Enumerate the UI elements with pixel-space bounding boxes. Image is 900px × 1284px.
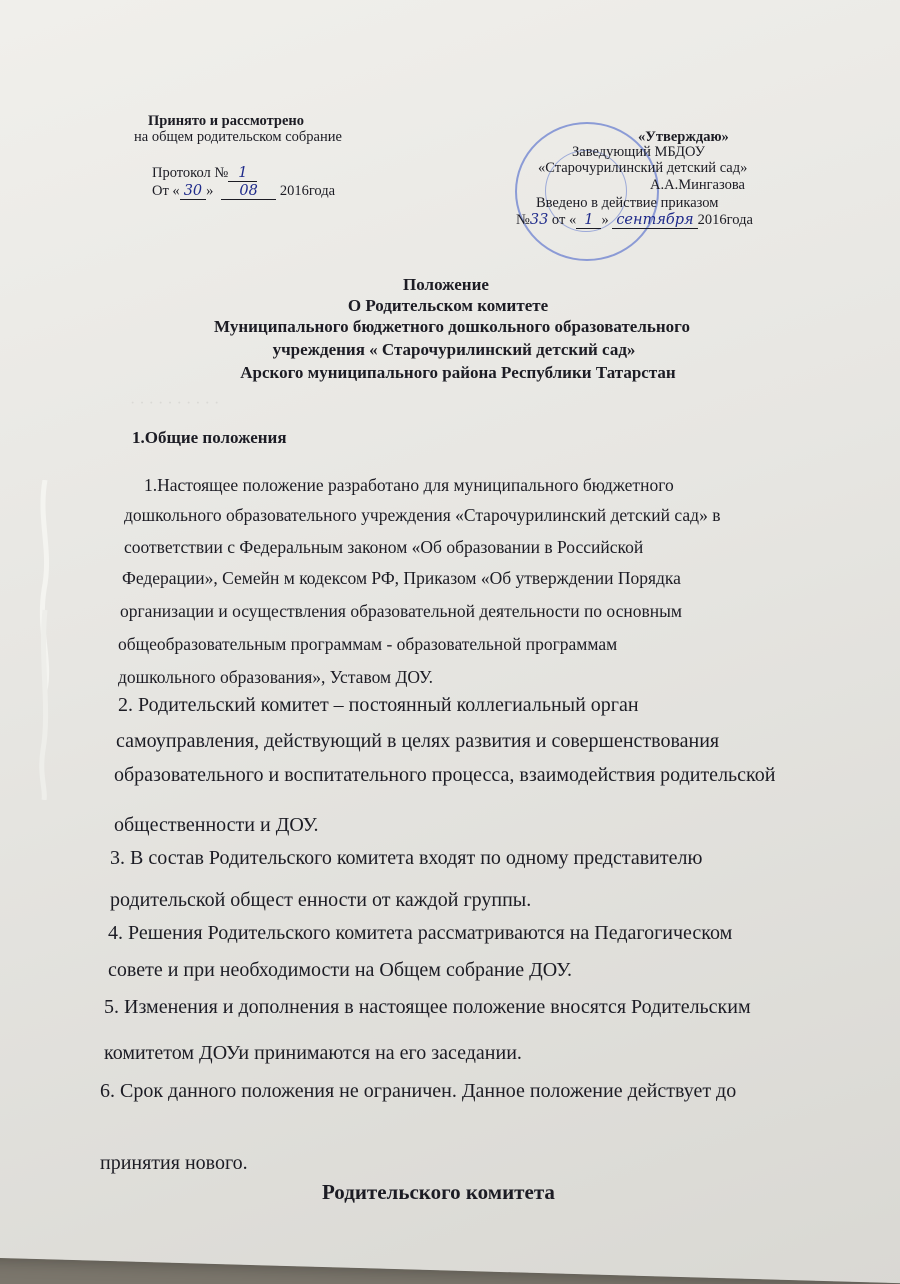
p1-line: организации и осуществления образовательной деятельности по основным [120,601,682,621]
protocol-number: 1 [228,165,257,182]
p4-line: 4. Решения Родительского комитета рассматриваются на Педагогическом [108,922,733,944]
p1-line: общеобразовательным программам - образовательной программам [118,634,618,654]
section-heading: 1.Общие положения [132,428,287,447]
approve-label: «Утверждаю» [638,129,729,145]
p1-line: 1.Настоящее положение разработано для муниципального бюджетного [144,475,674,495]
head-title: Заведующий МБДОУ [572,144,705,160]
p6-line: принятия нового. [100,1152,248,1174]
p1-line: дошкольного образования», Уставом ДОУ. [118,667,433,687]
p5-line: комитетом ДОУи принимаются на его заседании. [104,1042,522,1064]
p2-line: самоуправления, действующий в целях развития и совершенствования [116,730,720,752]
parent-meeting-label: на общем родительском собрание [134,129,342,145]
p1-line: соответствии с Федеральным законом «Об образовании в Российской [124,537,644,557]
director-name: А.А.Мингазова [650,177,745,193]
order-line: №33 от « 1 » сентября 2016года [516,212,753,228]
doc-subtitle-org2: учреждения « Старочурилинский детский сад» [272,340,636,359]
p2-line: образовательного и воспитательного процесса, взаимодействия родительской [114,764,776,786]
protocol-date: От « 30 » 08 2016года [152,183,336,199]
p3-line: родительской общест енности от каждой группы. [110,889,532,911]
p5-line: 5. Изменения и дополнения в настоящее положение вносятся Родительским [104,996,751,1018]
order-label: Введено в действие приказом [536,195,719,211]
doc-title: Положение [403,275,489,294]
protocol-line: Протокол № 1 [152,164,257,182]
p4-line: совете и при необходимости на Общем собрание ДОУ. [108,959,573,981]
p2-line: 2. Родительский комитет – постоянный коллегиальный орган [118,694,639,716]
doc-subtitle-org: Муниципального бюджетного дошкольного образовательного [214,317,690,336]
section2-heading-cut: Родительского комитета [322,1180,555,1204]
doc-subtitle-region: Арского муниципального района Республики Татарстан [240,363,676,382]
p1-line: дошкольного образовательного учреждения «Старочурилинский детский сад» в [124,505,721,525]
accepted-label: Принято и рассмотрено [148,113,305,129]
p3-line: 3. В состав Родительского комитета входят по одному представителю [110,847,703,869]
p6-line: 6. Срок данного положения не ограничен. Данное положение действует до [100,1080,737,1102]
org-name: «Старочурилинский детский сад» [538,160,748,176]
p2-line: общественности и ДОУ. [114,814,319,836]
doc-subtitle: О Родительском комитете [347,296,549,315]
show-through: · · · · · · · · · · [130,395,220,412]
p1-line: Федерации», Семейн м кодексом РФ, Приказом «Об утверждении Порядка [122,568,681,588]
